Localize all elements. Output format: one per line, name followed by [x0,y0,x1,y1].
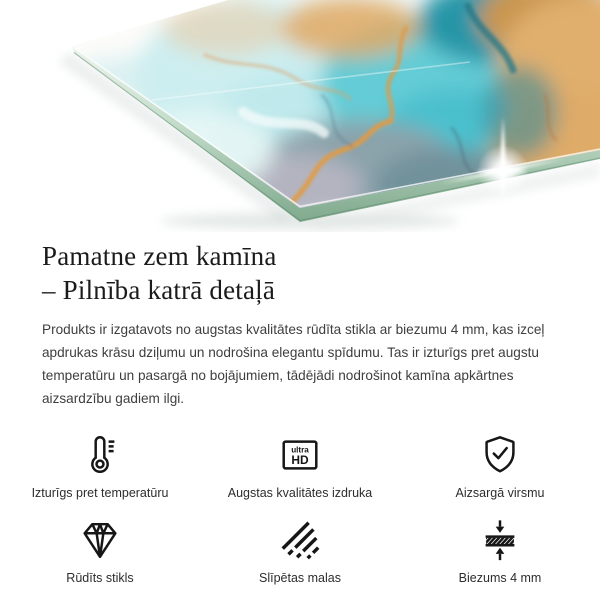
glass-artwork [0,0,600,232]
feature-tempered-glass [0,516,200,585]
page-title-line2: – Pilnība katrā detaļā [42,275,276,305]
feature-label: Biezums 4 mm [458,571,542,585]
feature-temperature [0,431,200,500]
shield-check-icon [400,431,600,478]
feature-label: Augstas kvalitātes izdruka [227,486,373,500]
feature-polished-edges [200,516,400,585]
ultra-hd-icon [200,431,400,478]
beveled-edges-icon [200,516,400,563]
feature-label: Izturīgs pret temperatūru [31,486,169,500]
feature-print-quality [200,431,400,500]
feature-surface-protection [400,431,600,500]
page-title [42,239,558,307]
thermometer-icon [0,431,200,478]
feature-label: Rūdīts stikls [66,571,134,585]
feature-label: Slīpētas malas [259,571,341,585]
feature-thickness [400,516,600,585]
feature-label: Aizsargā virsmu [455,486,545,500]
ultra-hd-icon-text-top: ultra [291,445,309,455]
features-grid [0,431,600,585]
product-description: Produkts ir izgatavots no augstas kvalitātes rūdīta stikla ar biezumu 4 mm, kas izceļ apdrukas krāsu dziļumu un nodrošina elegantu spīdumu. Tas ir izturīgs pret augstu temperatūru un pasargā no bojājumiem, tādējādi nodrošinot kamīna apkārtnes aizsardzību gadiem ilgi. [42,322,545,406]
product-info-section [0,232,600,410]
page-title-line1: Pamatne zem kamīna [42,241,277,271]
diamond-icon [0,516,200,563]
thickness-icon [400,516,600,563]
product-image [0,0,600,232]
ultra-hd-icon-text-bottom: HD [291,452,309,467]
